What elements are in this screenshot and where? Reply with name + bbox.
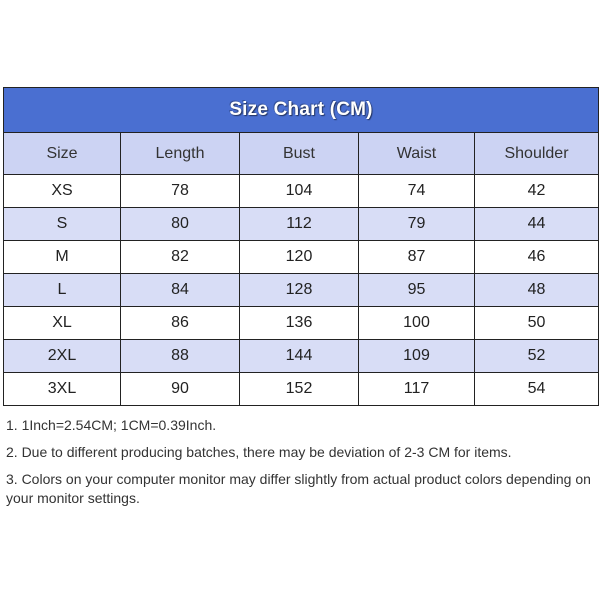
- cell-shoulder: 52: [475, 340, 599, 373]
- cell-shoulder: 46: [475, 241, 599, 274]
- table-row: [4, 274, 599, 307]
- header-bust: Bust: [240, 133, 359, 175]
- cell-waist: 95: [359, 274, 475, 307]
- cell-waist: 109: [359, 340, 475, 373]
- cell-bust: 112: [240, 208, 359, 241]
- cell-bust: 120: [240, 241, 359, 274]
- cell-size: S: [4, 208, 121, 241]
- cell-length: 82: [121, 241, 240, 274]
- header-length: Length: [121, 133, 240, 175]
- note-conversion: 1. 1Inch=2.54CM; 1CM=0.39Inch.: [6, 417, 217, 433]
- cell-bust: 136: [240, 307, 359, 340]
- cell-bust: 128: [240, 274, 359, 307]
- cell-length: 80: [121, 208, 240, 241]
- cell-size: M: [4, 241, 121, 274]
- note-deviation: 2. Due to different producing batches, there may be deviation of 2-3 CM for items.: [6, 444, 512, 460]
- table-row: [4, 208, 599, 241]
- cell-size: L: [4, 274, 121, 307]
- cell-shoulder: 48: [475, 274, 599, 307]
- cell-length: 78: [121, 175, 240, 208]
- cell-shoulder: 54: [475, 373, 599, 406]
- header-row: [4, 133, 599, 175]
- table-row: [4, 307, 599, 340]
- table-title: Size Chart (CM): [4, 88, 599, 133]
- table-row: [4, 175, 599, 208]
- header-size: Size: [4, 133, 121, 175]
- table-row: [4, 340, 599, 373]
- cell-bust: 104: [240, 175, 359, 208]
- cell-waist: 79: [359, 208, 475, 241]
- cell-waist: 100: [359, 307, 475, 340]
- cell-size: 3XL: [4, 373, 121, 406]
- cell-waist: 87: [359, 241, 475, 274]
- cell-shoulder: 44: [475, 208, 599, 241]
- cell-waist: 74: [359, 175, 475, 208]
- size-chart-table: [3, 87, 599, 406]
- cell-length: 90: [121, 373, 240, 406]
- cell-shoulder: 42: [475, 175, 599, 208]
- cell-waist: 117: [359, 373, 475, 406]
- cell-length: 88: [121, 340, 240, 373]
- header-shoulder: Shoulder: [475, 133, 599, 175]
- cell-length: 84: [121, 274, 240, 307]
- title-row: [4, 88, 599, 133]
- cell-size: 2XL: [4, 340, 121, 373]
- cell-bust: 152: [240, 373, 359, 406]
- cell-bust: 144: [240, 340, 359, 373]
- cell-shoulder: 50: [475, 307, 599, 340]
- cell-length: 86: [121, 307, 240, 340]
- notes-section: [6, 416, 591, 516]
- cell-size: XS: [4, 175, 121, 208]
- note-colors: 3. Colors on your computer monitor may differ slightly from actual product colors depending on your monitor settings.: [6, 471, 591, 506]
- cell-size: XL: [4, 307, 121, 340]
- header-waist: Waist: [359, 133, 475, 175]
- table-row: [4, 241, 599, 274]
- table-row: [4, 373, 599, 406]
